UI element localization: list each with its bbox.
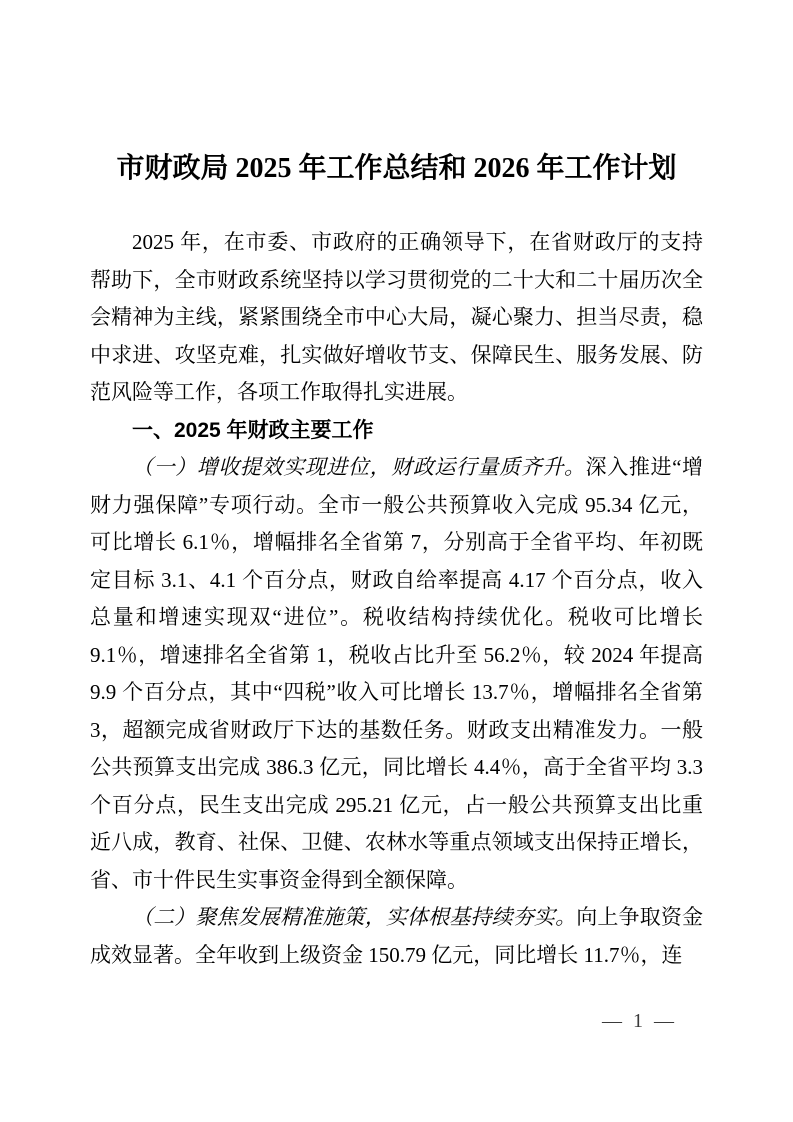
paragraph-section-1 xyxy=(90,449,703,899)
section-heading: 一、2025 年财政主要工作 xyxy=(132,418,374,442)
document-title: 市财政局 2025 年工作总结和 2026 年工作计划 xyxy=(116,153,677,184)
paragraph-section-2 xyxy=(90,899,703,974)
page-number: — 1 — xyxy=(602,1010,677,1032)
emphasis-lead-1: （一）增收提效实现进位，财政运行量质齐升。 xyxy=(132,455,586,479)
section-2-text: 向上争取资金成效显著。全年收到上级资金 150.79 亿元，同比增长 11.7％，连 xyxy=(90,905,704,967)
emphasis-lead-2: （二）聚焦发展精准施策，实体根基持续夯实。 xyxy=(132,905,577,929)
section-1-text: 深入推进“增财力强保障”专项行动。全市一般公共预算收入完成 95.34 亿元，可比增长 6.1％，增幅排名全省第 7，分别高于全省平均、年初既定目标 3.1、4.1 个百分点，财政自给率提高 4.17 个百分点，收入总量和增速实现双“进位”。税收结构持续优化。税收可比增长 9.1％，增速排名全省第 1，税收占比升至 56.2％，较 2024 年提高 9.9 个百分点，其中“四税”收入可比增长 13.7％，增幅排名全省第 3，超额完成省财政厅下达的基数任务。财政支出精准发力。一般公共预算支出完成 386.3 亿元，同比增长 4.4％，高于全省平均 3.3 个百分点，民生支出完成 295.21 亿元，占一般公共预算支出比重近八成，教育、社保、卫健、农林水等重点领域支出保持正增长，省、市十件民生实事资金得到全额保障。 xyxy=(90,455,703,892)
intro-paragraph: 2025 年，在市委、市政府的正确领导下，在省财政厅的支持帮助下，全市财政系统坚持以学习贯彻党的二十大和二十届历次全会精神为主线，紧紧围绕全市中心大局，凝心聚力、担当尽责，稳中求进、攻坚克难，扎实做好增收节支、保障民生、服务发展、防范风险等工作，各项工作取得扎实进展。 xyxy=(90,230,703,404)
document-content xyxy=(90,148,703,974)
